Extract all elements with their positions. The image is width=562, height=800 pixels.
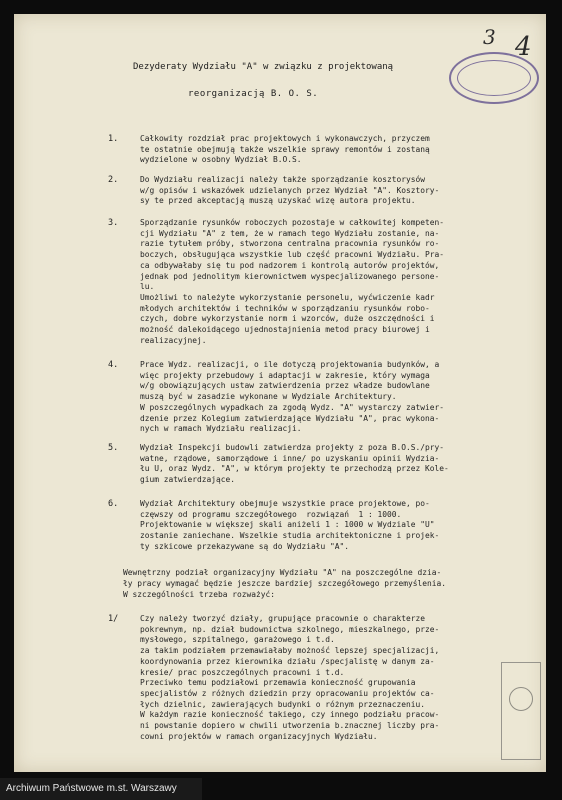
item-number: 3. [108,218,119,228]
document-subtitle: reorganizacją B. O. S. [188,89,319,99]
handwritten-number-1: 3 [483,25,496,49]
sub-item-number: 1/ [108,614,119,624]
archive-stamp [449,52,539,104]
side-stamp [501,662,541,760]
item-text: Do Wydziału realizacji należy także sporządzanie kosztorysów w/g opisów i wskazówek udzielanych przez Wydział "A". Kosztory- sy te przed akceptacją muszą uzyskać wizę autora projektu. [140,175,440,206]
item-number: 1. [108,134,119,144]
item-number: 6. [108,499,119,509]
archive-footer: Archiwum Państwowe m.st. Warszawy [0,778,202,800]
document-page [14,14,546,772]
item-text: Wydział Inspekcji budowli zatwierdza projekty z poza B.O.S./pry- watne, rządowe, samorządowe i inne/ po uzyskaniu opinii Wydzia- łu U, oraz Wydz. "A", w którym projekty te przechodzą przez Kole- gium zatwierdzające. [140,443,449,485]
item-number: 2. [108,175,119,185]
handwritten-number-2: 4 [515,32,532,62]
item-number: 5. [108,443,119,453]
page-content [23,22,546,772]
sub-item-text: Czy należy tworzyć działy, grupujące pracownie o charakterze pokrewnym, np. dział budownictwa szkolnego, mieszkalnego, prze- mysłowego, szpitalnego, garażowego i t.d. za takim podziałem przemawiałaby możność lepszej specjalizacji, koordynowania przez kierownika działu /specjalistę w danym za- kresie/ prac poszczególnych pracowni i t.d. Przeciwko temu podziałowi przemawia konieczność grupowania specjalistów z różnych dziedzin przy opracowaniu projektów ca- łych dzielnic, zawierających budynki o różnym przeznaczeniu. W każdym razie konieczność takiego, czy innego podziału pracow- ni powstanie dopiero w chwili utworzenia b.znacznej liczby pra- cowni projektów w ramach organizacyjnych Wydziału. [140,614,440,741]
document-title: Dezyderaty Wydziału "A" w związku z projektowaną [133,62,394,72]
intro-paragraph: Wewnętrzny podział organizacyjny Wydziału "A" na poszczególne dzia- ły pracy wymagać będzie jeszcze bardziej szczegółowego przemyślenia. W szczególności trzeba rozważyć: [123,568,447,599]
item-text: Sporządzanie rysunków roboczych pozostaje w całkowitej kompeten- cji Wydziału "A" z tem, że w ramach tego Wydziału zostanie, na- razie tytułem próby, stworzona centralna pracownia rysunków ro- boczych, obsługująca wszystkie lub część pracowni Wydziału. Pra- ca odbywałaby się tu pod nadzorem i kontrolą autorów projektów, jednak pod jednolitym kierownictwem wyspecjalizowanego persone- lu. Umożliwi to należyte wykorzystanie personelu, wyćwiczenie kadr młodych architektów i techników w sporządzaniu rysunków robo- czych, dobre wykorzystanie norm i wzorców, duże oszczędności i możność dalekoidącego ujednostajnienia metod pracy biurowej i realizacyjnej. [140,218,445,345]
item-number: 4. [108,360,119,370]
item-text: Całkowity rozdział prac projektowych i wykonawczych, przyczem te ostatnie obejmują także wszelkie sprawy remontów i zostaną wydzielone w osobny Wydział B.O.S. [140,134,430,165]
item-text: Prace Wydz. realizacji, o ile dotyczą projektowania budynków, a więc projekty przebudowy i adaptacji w zakresie, który wymaga w/g obowiązujących ustaw zatwierdzenia przez władze budowlane muszą być w zasadzie wykonane w Wydziale Architektury. W poszczególnych wypadkach za zgodą Wydz. "A" wystarczy zatwier- dzenie przez Kolegium zatwierdzające Wydziału "A", prac wykona- nych w ramach Wydziału realizacji. [140,360,445,434]
item-text: Wydział Architektury obejmuje wszystkie prace projektowe, po- częwszy od programu szczegółowego rozwiązań 1 : 1000. Projektowanie w większej skali aniżeli 1 : 1000 w Wydziale "U" zostanie zaniechane. Wszelkie studia architektoniczne i projek- ty szkicowe przekazywane są do Wydziału "A". [140,499,440,551]
